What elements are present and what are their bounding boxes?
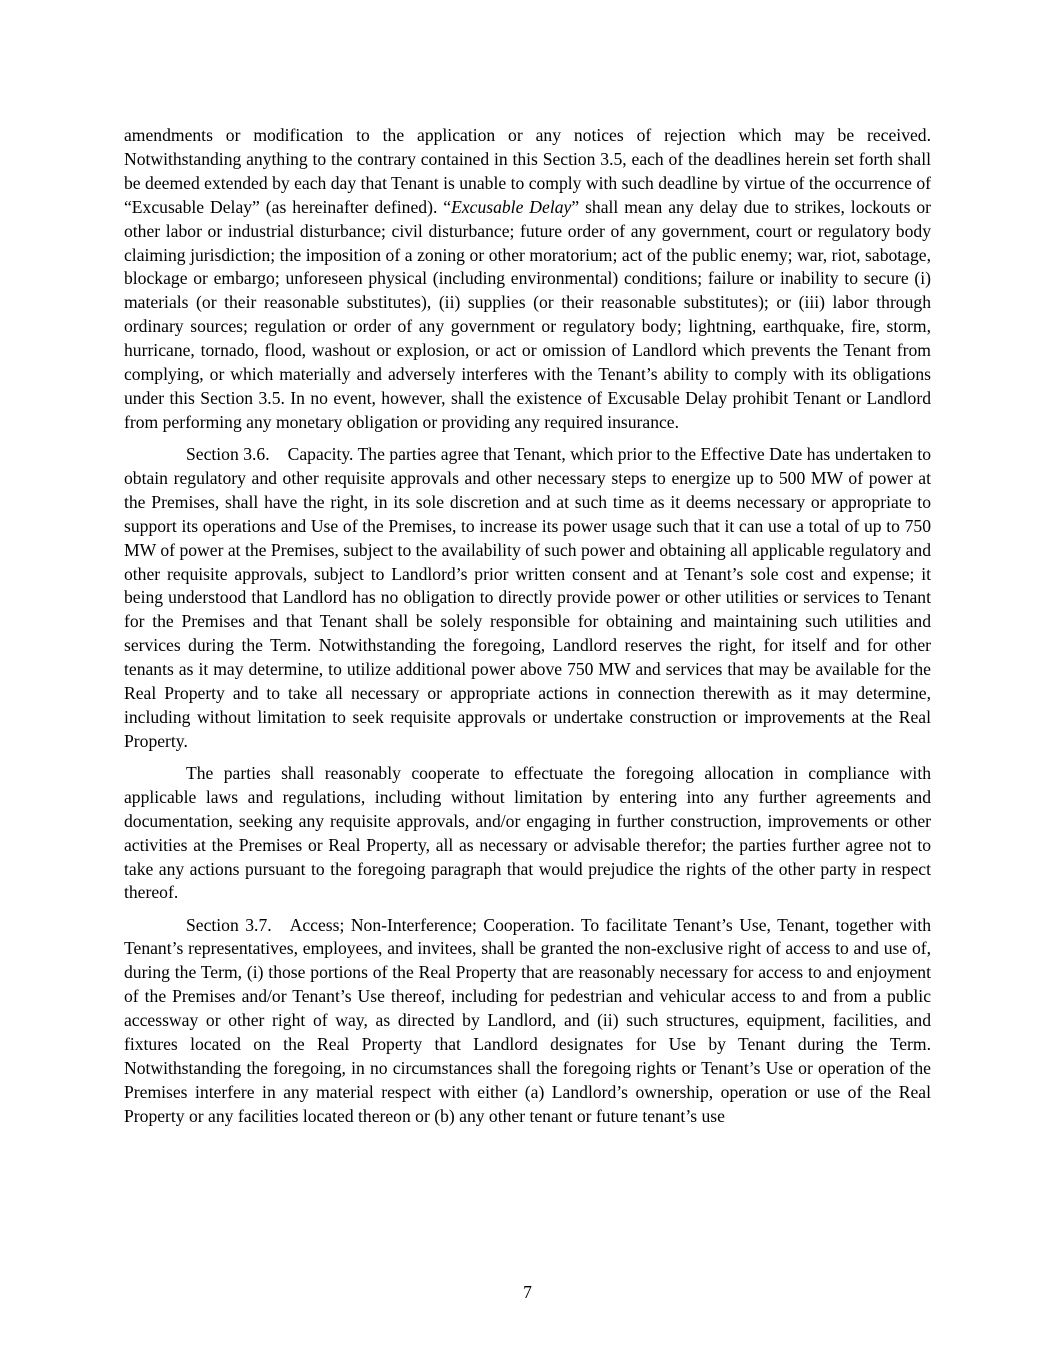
section-3-7-paragraph: [124, 914, 931, 1129]
page-number: 7: [523, 1282, 532, 1302]
cooperation-paragraph: [124, 762, 931, 905]
paragraph-text-after-term: ” shall mean any delay due to strikes, lockouts or other labor or industrial disturbance; civil disturbance; future order of any government, court or regulatory body claiming jurisdiction; the imposition of a zoning or other moratorium; act of the public enemy; war, riot, sabotage, blockage or embargo; unforeseen physical (including environmental) conditions; failure or inability to secure (i) materials (or their reasonable substitutes), (ii) supplies (or their reasonable substitutes); or (iii) labor through ordinary sources; regulation or order of any government or regulatory body; lightning, earthquake, fire, storm, hurricane, tornado, flood, washout or explosion, or act or omission of Landlord which prevents the Tenant from complying, or which materially and adversely interferes with the Tenant’s ability to comply with its obligations under this Section 3.5. In no event, however, shall the existence of Excusable Delay prohibit Tenant or Landlord from performing any monetary obligation or providing any required insurance.: [124, 196, 932, 432]
section-3-7-title: Access; Non-Interference; Cooperation.: [289, 914, 575, 935]
document-body: [124, 124, 931, 1137]
cooperation-text: The parties shall reasonably cooperate to effectuate the foregoing allocation in compliance with applicable laws and regulations, including without limitation by entering into any further agreements and documentation, seeking any requisite approvals, and/or engaging in further construction, improvements or other activities at the Premises or Real Property, all as necessary or advisable therefor; the parties further agree not to take any actions pursuant to the foregoing paragraph that would prejudice the rights of the other party in respect thereof.: [124, 762, 931, 903]
section-3-6-title: Capacity.: [287, 443, 354, 464]
excusable-delay-paragraph: [124, 124, 931, 435]
section-3-6-paragraph: [124, 443, 931, 754]
section-3-7-text: To facilitate Tenant’s Use, Tenant, together with Tenant’s representatives, employees, and invitees, shall be granted the non-exclusive right of access to and use of, during the Term, (i) those portions of the Real Property that are reasonably necessary for access to and enjoyment of the Premises and/or Tenant’s Use thereof, including for pedestrian and vehicular access to and from a public accessway or other right of way, as directed by Landlord, and (ii) such structures, equipment, facilities, and fixtures located on the Real Property that Landlord designates for Use by Tenant during the Term. Notwithstanding the foregoing, in no circumstances shall the foregoing rights or Tenant’s Use or operation of the Premises interfere in any material respect with either (a) Landlord’s ownership, operation or use of the Real Property or any facilities located thereon or (b) any other tenant or future tenant’s use: [124, 914, 932, 1126]
section-3-6-text: The parties agree that Tenant, which prior to the Effective Date has undertaken to obtain regulatory and other requisite approvals and other necessary steps to energize up to 500 MW of power at the Premises, shall have the right, in its sole discretion and at such time as it deems necessary or appropriate to support its operations and Use of the Premises, to increase its power usage such that it can use a total of up to 750 MW of power at the Premises, subject to the availability of such power and obtaining all applicable regulatory and other requisite approvals, subject to Landlord’s prior written consent and at Tenant’s sole cost and expense; it being understood that Landlord has no obligation to directly provide power or other utilities or services to Tenant for the Premises and that Tenant shall be solely responsible for obtaining and maintaining such utilities and services during the Term. Notwithstanding the foregoing, Landlord reserves the right, for itself and for other tenants as it may determine, to utilize additional power above 750 MW and services that may be available for the Real Property and to take all necessary or appropriate actions in connection therewith as it may determine, including without limitation to seek requisite approvals or undertake construction or improvements at the Real Property.: [124, 443, 931, 751]
section-3-6-number: Section 3.6.: [186, 443, 270, 464]
paragraph-text-before-term: amendments or modification to the application or any notices of rejection which may be received. Notwithstanding anything to the contrary contained in this Section 3.5, each of the deadlines herein set forth shall be deemed extended by each day that Tenant is unable to comply with such deadline by virtue of the occurrence of “Excusable Delay” (as hereinafter defined). “: [124, 125, 931, 217]
defined-term-excusable-delay: Excusable Delay: [451, 196, 572, 217]
section-3-7-number: Section 3.7.: [186, 914, 272, 935]
